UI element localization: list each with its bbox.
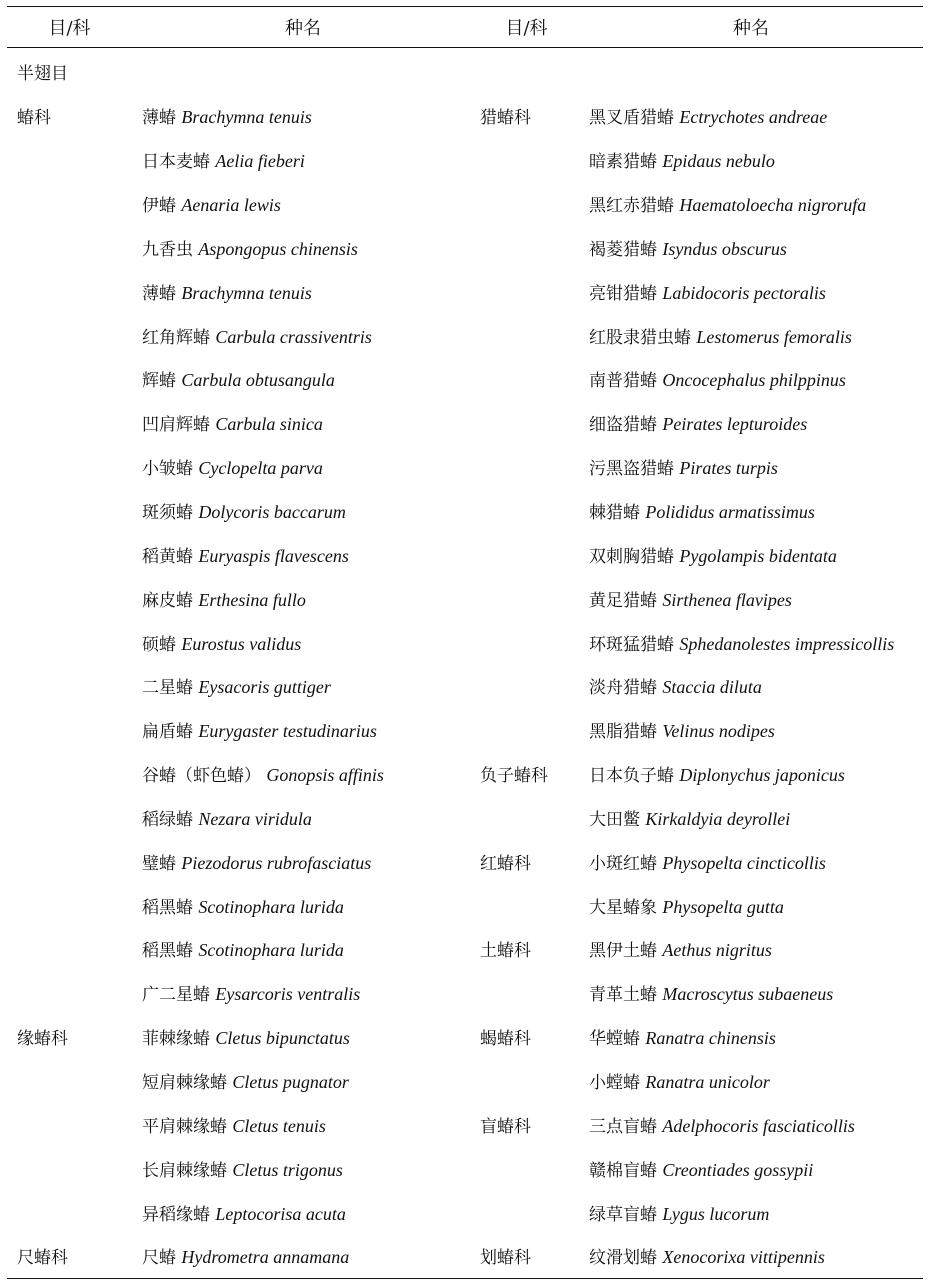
table-row bbox=[7, 1102, 923, 1146]
species-right-latin: Macroscytus subaeneus bbox=[662, 984, 834, 1005]
family-left bbox=[7, 1102, 132, 1146]
species-right bbox=[579, 532, 923, 576]
species-right-chinese: 细盗猎蝽 bbox=[589, 415, 657, 436]
header-species-right: 种名 bbox=[733, 18, 769, 39]
species-left-latin: Brachymna tenuis bbox=[181, 107, 312, 128]
table-row bbox=[7, 94, 923, 138]
species-right bbox=[579, 313, 923, 357]
species-left bbox=[132, 708, 474, 752]
species-right-latin: Creontiades gossypii bbox=[662, 1159, 814, 1180]
family-right bbox=[474, 796, 579, 840]
species-right bbox=[579, 401, 923, 445]
species-right-latin: Adelphocoris fasciaticollis bbox=[662, 1115, 855, 1136]
species-left-latin: Eysacoris guttiger bbox=[198, 677, 331, 698]
family-right bbox=[474, 401, 579, 445]
species-left-chinese: 扁盾蝽 bbox=[142, 722, 193, 743]
species-left-latin: Piezodorus rubrofasciatus bbox=[181, 852, 372, 873]
table-row bbox=[7, 401, 923, 445]
table-row bbox=[7, 313, 923, 357]
species-right-latin: Labidocoris pectoralis bbox=[662, 282, 826, 303]
species-left-latin: Eysarcoris ventralis bbox=[215, 984, 361, 1005]
species-right bbox=[579, 138, 923, 182]
species-left-chinese: 长肩棘缘蝽 bbox=[142, 1160, 227, 1181]
family-right: 猎蝽科 bbox=[480, 108, 531, 129]
family-left bbox=[7, 883, 132, 927]
species-left-chinese: 菲棘缘蝽 bbox=[142, 1029, 210, 1050]
family-left bbox=[7, 1059, 132, 1103]
species-right bbox=[579, 927, 923, 971]
table-row bbox=[7, 1190, 923, 1234]
table-row bbox=[7, 927, 923, 971]
species-left-latin: Cletus bipunctatus bbox=[215, 1028, 350, 1049]
table-row bbox=[7, 138, 923, 182]
species-table-body bbox=[7, 48, 923, 1278]
family-left bbox=[7, 1190, 132, 1234]
family-right: 负子蝽科 bbox=[480, 766, 548, 787]
species-right-chinese: 小螳蝽 bbox=[589, 1072, 640, 1093]
family-left: 蝽科 bbox=[17, 108, 51, 129]
species-left-latin: Erthesina fullo bbox=[198, 589, 306, 610]
species-left-chinese: 短肩棘缘蝽 bbox=[142, 1072, 227, 1093]
species-right-latin: Epidaus nebulo bbox=[662, 151, 775, 172]
family-right: 蝎蝽科 bbox=[480, 1029, 531, 1050]
species-left-chinese: 伊蝽 bbox=[142, 196, 176, 217]
species-right-latin: Sphedanolestes impressicollis bbox=[679, 633, 895, 654]
species-right-latin: Aethus nigritus bbox=[662, 940, 772, 961]
species-left bbox=[132, 138, 474, 182]
species-right-latin: Haematoloecha nigrorufa bbox=[679, 195, 867, 216]
species-right bbox=[579, 269, 923, 313]
family-right bbox=[474, 620, 579, 664]
family-left bbox=[7, 796, 132, 840]
species-left bbox=[132, 1059, 474, 1103]
species-left-chinese: 斑须蝽 bbox=[142, 503, 193, 524]
species-left bbox=[132, 401, 474, 445]
species-left-chinese: 凹肩辉蝽 bbox=[142, 415, 210, 436]
species-right-latin: Oncocephalus philppinus bbox=[662, 370, 846, 391]
species-right-chinese: 环斑猛猎蝽 bbox=[589, 634, 674, 655]
family-left bbox=[7, 226, 132, 270]
family-left bbox=[7, 401, 132, 445]
species-right-latin: Lestomerus femoralis bbox=[696, 326, 852, 347]
species-right bbox=[579, 839, 923, 883]
table-row bbox=[7, 620, 923, 664]
family-right bbox=[474, 182, 579, 226]
species-left bbox=[132, 357, 474, 401]
species-left bbox=[132, 226, 474, 270]
header-row bbox=[7, 7, 923, 47]
family-left bbox=[7, 927, 132, 971]
order-row bbox=[7, 48, 923, 94]
species-left bbox=[132, 445, 474, 489]
species-left-chinese: 璧蝽 bbox=[142, 853, 176, 874]
species-right-latin: Isyndus obscurus bbox=[662, 238, 787, 259]
species-right-chinese: 黑叉盾猎蝽 bbox=[589, 108, 674, 129]
species-left bbox=[132, 313, 474, 357]
species-right-latin: Sirthenea flavipes bbox=[662, 589, 792, 610]
species-left-chinese: 麻皮蝽 bbox=[142, 590, 193, 611]
species-right bbox=[579, 357, 923, 401]
species-left bbox=[132, 532, 474, 576]
species-right bbox=[579, 796, 923, 840]
species-right-latin: Polididus armatissimus bbox=[645, 502, 815, 523]
species-left-latin: Carbula crassiventris bbox=[215, 326, 372, 347]
species-right-latin: Pygolampis bidentata bbox=[679, 545, 837, 566]
species-right bbox=[579, 94, 923, 138]
family-right bbox=[474, 1059, 579, 1103]
species-right-latin: Velinus nodipes bbox=[662, 721, 775, 742]
header-species-left: 种名 bbox=[285, 18, 321, 39]
species-right-latin: Peirates lepturoides bbox=[662, 414, 808, 435]
species-right-latin: Physopelta gutta bbox=[662, 896, 784, 917]
family-right bbox=[474, 664, 579, 708]
species-right bbox=[579, 752, 923, 796]
table-row bbox=[7, 796, 923, 840]
species-right bbox=[579, 489, 923, 533]
species-right-latin: Lygus lucorum bbox=[662, 1203, 770, 1224]
family-left bbox=[7, 839, 132, 883]
species-right-chinese: 黑脂猎蝽 bbox=[589, 722, 657, 743]
species-right-chinese: 暗素猎蝽 bbox=[589, 152, 657, 173]
family-left bbox=[7, 489, 132, 533]
family-left bbox=[7, 445, 132, 489]
species-left-chinese: 稻黄蝽 bbox=[142, 546, 193, 567]
species-left bbox=[132, 927, 474, 971]
order-label: 半翅目 bbox=[17, 63, 68, 84]
species-left bbox=[132, 94, 474, 138]
species-left-latin: Eurygaster testudinarius bbox=[198, 721, 377, 742]
table-row bbox=[7, 445, 923, 489]
species-right-chinese: 绿草盲蝽 bbox=[589, 1204, 657, 1225]
table-row bbox=[7, 1234, 923, 1278]
species-right bbox=[579, 1190, 923, 1234]
species-right-latin: Ectrychotes andreae bbox=[679, 107, 828, 128]
species-right bbox=[579, 883, 923, 927]
family-left: 缘蝽科 bbox=[17, 1029, 68, 1050]
family-right bbox=[474, 1190, 579, 1234]
family-right bbox=[474, 138, 579, 182]
family-left bbox=[7, 971, 132, 1015]
species-left bbox=[132, 664, 474, 708]
species-right-chinese: 南普猎蝽 bbox=[589, 371, 657, 392]
species-right-latin: Physopelta cincticollis bbox=[662, 852, 826, 873]
family-right bbox=[474, 708, 579, 752]
species-left-latin: Cletus trigonus bbox=[232, 1159, 343, 1180]
species-table bbox=[7, 7, 923, 47]
species-right-chinese: 日本负子蝽 bbox=[589, 766, 674, 787]
species-right bbox=[579, 664, 923, 708]
species-left bbox=[132, 489, 474, 533]
species-left-chinese: 小皱蝽 bbox=[142, 459, 193, 480]
species-left-latin: Cletus tenuis bbox=[232, 1115, 326, 1136]
family-left bbox=[7, 664, 132, 708]
species-left bbox=[132, 796, 474, 840]
species-right-chinese: 三点盲蝽 bbox=[589, 1116, 657, 1137]
species-table-container bbox=[7, 6, 923, 1279]
species-left-latin: Gonopsis affinis bbox=[266, 765, 384, 786]
family-right bbox=[474, 1146, 579, 1190]
species-left-chinese: 平肩棘缘蝽 bbox=[142, 1116, 227, 1137]
species-left-latin: Dolycoris baccarum bbox=[198, 502, 346, 523]
table-row bbox=[7, 883, 923, 927]
family-right bbox=[474, 226, 579, 270]
header-order-family-left: 目/科 bbox=[48, 18, 91, 39]
header-order-family-right: 目/科 bbox=[505, 18, 548, 39]
species-left-chinese: 硕蝽 bbox=[142, 634, 176, 655]
species-right-latin: Ranatra unicolor bbox=[645, 1071, 770, 1092]
species-left-chinese: 日本麦蝽 bbox=[142, 152, 210, 173]
table-row bbox=[7, 532, 923, 576]
species-right-chinese: 黑红赤猎蝽 bbox=[589, 196, 674, 217]
species-left-latin: Scotinophara lurida bbox=[198, 940, 344, 961]
species-left-chinese: 广二星蝽 bbox=[142, 985, 210, 1006]
species-left bbox=[132, 883, 474, 927]
species-left-latin: Carbula sinica bbox=[215, 414, 323, 435]
species-right bbox=[579, 576, 923, 620]
species-left-chinese: 稻绿蝽 bbox=[142, 809, 193, 830]
table-row bbox=[7, 357, 923, 401]
species-right bbox=[579, 1146, 923, 1190]
table-row bbox=[7, 1015, 923, 1059]
species-right-chinese: 大田鳖 bbox=[589, 809, 640, 830]
species-left-chinese: 薄蝽 bbox=[142, 108, 176, 129]
species-right bbox=[579, 445, 923, 489]
family-left bbox=[7, 752, 132, 796]
family-right bbox=[474, 532, 579, 576]
species-left bbox=[132, 1146, 474, 1190]
table-row bbox=[7, 576, 923, 620]
family-left bbox=[7, 269, 132, 313]
species-left bbox=[132, 1015, 474, 1059]
table-row bbox=[7, 226, 923, 270]
species-right bbox=[579, 1102, 923, 1146]
family-left bbox=[7, 576, 132, 620]
table-row bbox=[7, 664, 923, 708]
species-left-latin: Euryaspis flavescens bbox=[198, 545, 349, 566]
species-right-latin: Xenocorixa vittipennis bbox=[662, 1247, 825, 1268]
species-left-latin: Eurostus validus bbox=[181, 633, 302, 654]
species-left-latin: Leptocorisa acuta bbox=[215, 1203, 346, 1224]
species-right bbox=[579, 1059, 923, 1103]
family-left bbox=[7, 182, 132, 226]
species-right-chinese: 红股隶猎虫蝽 bbox=[589, 327, 691, 348]
species-left-chinese: 尺蝽 bbox=[142, 1248, 176, 1269]
species-left-chinese: 二星蝽 bbox=[142, 678, 193, 699]
family-left bbox=[7, 313, 132, 357]
species-right-chinese: 小斑红蝽 bbox=[589, 853, 657, 874]
family-left bbox=[7, 532, 132, 576]
family-right bbox=[474, 269, 579, 313]
species-right-latin: Kirkaldyia deyrollei bbox=[645, 808, 791, 829]
species-left-latin: Nezara viridula bbox=[198, 808, 312, 829]
species-right-chinese: 棘猎蝽 bbox=[589, 503, 640, 524]
species-right-latin: Ranatra chinensis bbox=[645, 1028, 776, 1049]
family-right: 红蝽科 bbox=[480, 853, 531, 874]
family-right bbox=[474, 971, 579, 1015]
family-left: 尺蝽科 bbox=[17, 1248, 68, 1269]
species-left-latin: Brachymna tenuis bbox=[181, 282, 312, 303]
species-right-chinese: 亮钳猎蝽 bbox=[589, 283, 657, 304]
family-left bbox=[7, 138, 132, 182]
species-left-latin: Carbula obtusangula bbox=[181, 370, 335, 391]
family-right: 划蝽科 bbox=[480, 1248, 531, 1269]
species-right-chinese: 纹滑划蝽 bbox=[589, 1248, 657, 1269]
species-left bbox=[132, 839, 474, 883]
species-right-chinese: 赣棉盲蝽 bbox=[589, 1160, 657, 1181]
bottom-rule bbox=[7, 1278, 923, 1279]
species-left bbox=[132, 576, 474, 620]
table-row bbox=[7, 708, 923, 752]
species-left-latin: Hydrometra annamana bbox=[181, 1247, 350, 1268]
species-right-latin: Staccia diluta bbox=[662, 677, 762, 698]
species-right bbox=[579, 182, 923, 226]
family-left bbox=[7, 620, 132, 664]
family-left bbox=[7, 357, 132, 401]
family-right: 盲蝽科 bbox=[480, 1116, 531, 1137]
species-right-chinese: 华螳蝽 bbox=[589, 1029, 640, 1050]
species-right bbox=[579, 620, 923, 664]
species-right-chinese: 大星蝽象 bbox=[589, 897, 657, 918]
species-left-chinese: 薄蝽 bbox=[142, 283, 176, 304]
species-left-chinese: 九香虫 bbox=[142, 239, 193, 260]
family-right bbox=[474, 357, 579, 401]
species-left-latin: Aenaria lewis bbox=[181, 195, 281, 216]
family-right: 土蝽科 bbox=[480, 941, 531, 962]
table-row bbox=[7, 182, 923, 226]
species-left bbox=[132, 1234, 474, 1278]
species-left-latin: Scotinophara lurida bbox=[198, 896, 344, 917]
species-right-chinese: 青革土蝽 bbox=[589, 985, 657, 1006]
species-right bbox=[579, 226, 923, 270]
species-left-latin: Cletus pugnator bbox=[232, 1071, 349, 1092]
species-left bbox=[132, 1102, 474, 1146]
table-row bbox=[7, 489, 923, 533]
species-left-chinese: 谷蝽（虾色蝽） bbox=[142, 766, 261, 787]
species-left bbox=[132, 971, 474, 1015]
species-left-latin: Cyclopelta parva bbox=[198, 458, 323, 479]
table-row bbox=[7, 269, 923, 313]
species-left bbox=[132, 269, 474, 313]
species-right bbox=[579, 708, 923, 752]
species-right-chinese: 黑伊土蝽 bbox=[589, 941, 657, 962]
species-left-chinese: 红角辉蝽 bbox=[142, 327, 210, 348]
species-right-chinese: 污黑盗猎蝽 bbox=[589, 459, 674, 480]
family-left bbox=[7, 708, 132, 752]
table-row bbox=[7, 1059, 923, 1103]
table-row bbox=[7, 752, 923, 796]
species-left-chinese: 辉蝽 bbox=[142, 371, 176, 392]
table-row bbox=[7, 1146, 923, 1190]
species-left bbox=[132, 1190, 474, 1234]
family-right bbox=[474, 883, 579, 927]
family-right bbox=[474, 576, 579, 620]
family-right bbox=[474, 445, 579, 489]
species-right-chinese: 黄足猎蝽 bbox=[589, 590, 657, 611]
species-right-latin: Pirates turpis bbox=[679, 458, 778, 479]
species-right bbox=[579, 1015, 923, 1059]
family-right bbox=[474, 489, 579, 533]
species-left bbox=[132, 752, 474, 796]
species-left bbox=[132, 182, 474, 226]
species-left-chinese: 异稻缘蝽 bbox=[142, 1204, 210, 1225]
species-left bbox=[132, 620, 474, 664]
species-right-chinese: 淡舟猎蝽 bbox=[589, 678, 657, 699]
species-right-chinese: 双刺胸猎蝽 bbox=[589, 546, 674, 567]
species-right bbox=[579, 971, 923, 1015]
species-left-latin: Aspongopus chinensis bbox=[198, 238, 358, 259]
species-left-chinese: 稻黑蝽 bbox=[142, 941, 193, 962]
species-right bbox=[579, 1234, 923, 1278]
species-left-latin: Aelia fieberi bbox=[215, 151, 305, 172]
table-row bbox=[7, 839, 923, 883]
species-left-chinese: 稻黑蝽 bbox=[142, 897, 193, 918]
species-right-chinese: 褐菱猎蝽 bbox=[589, 239, 657, 260]
table-row bbox=[7, 971, 923, 1015]
species-right-latin: Diplonychus japonicus bbox=[679, 765, 845, 786]
family-right bbox=[474, 313, 579, 357]
family-left bbox=[7, 1146, 132, 1190]
